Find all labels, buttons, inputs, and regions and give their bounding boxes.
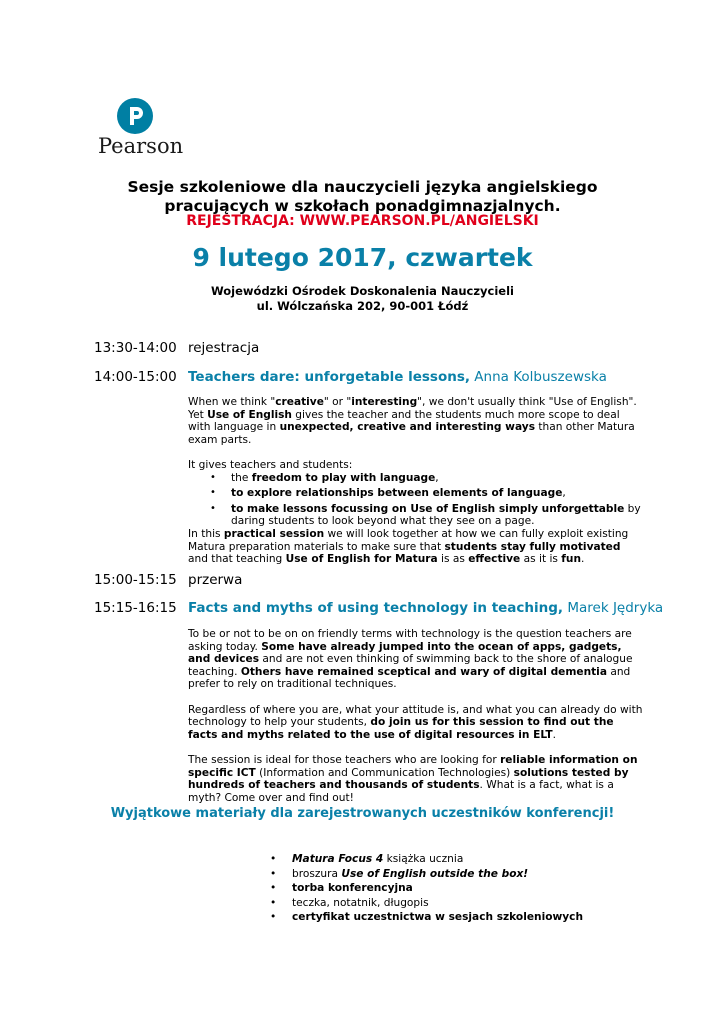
pearson-logo-icon [117, 98, 153, 134]
paragraph: When we think "creative" or "interesting", we don't usually think "Use of English". Yet Use of English gives the teacher and the students much more scope to deal with language in unexpected, creative and interesting ways than other Matura exam parts. [188, 396, 637, 446]
paragraph: Regardless of where you are, what your attitude is, and what you can already do with technology to help your students, do join us for this session to find out the facts and myths related to the use of digital resources in ELT. [188, 703, 643, 741]
pearson-logo [98, 98, 184, 158]
venue-name: Wojewódzki Ośrodek Doskonalenia Nauczycieli [211, 284, 514, 298]
registration-link[interactable]: REJESTRACJA: WWW.PEARSON.PL/ANGIELSKI [186, 213, 539, 229]
paragraph: The session is ideal for those teachers who are looking for reliable information on specific ICT (Information and Communication Technologies) solutions tested by hundreds of teachers and thousands of students. What is a fact, what is a myth? Come over and find out! [188, 753, 638, 804]
list-item: • broszura Use of English outside the box! [270, 867, 529, 880]
list-item: • torba konferencyjna [270, 882, 413, 895]
slot-label: rejestracja [188, 340, 260, 356]
session-title-text: Facts and myths of using technology in teaching, [188, 600, 564, 616]
materials-heading: Wyjątkowe materiały dla zarejestrowanych uczestników konferencji! [110, 806, 615, 821]
session-title [188, 369, 607, 385]
slot-time: 15:15-16:15 [94, 600, 177, 616]
event-date: 9 lutego 2017, czwartek [192, 243, 533, 272]
paragraph: In this practical session we will look together at how we can fully exploit existing Matura preparation materials to make sure that students stay fully motivated and that teaching Use of English for Matura is as effective as it is fun. [188, 527, 629, 566]
list-item: • to make lessons focussing on Use of English simply unforgettable by daring students to look beyond what they see on a page. [210, 502, 641, 528]
list-item: • Matura Focus 4 książka ucznia [270, 853, 464, 865]
list-item: • teczka, notatnik, długopis [270, 896, 429, 909]
page-title-line2: pracujących w szkołach ponadgimnazjalnych. [164, 197, 561, 215]
list-item: • the freedom to play with language, [210, 471, 439, 484]
list-item: • to explore relationships between elements of language, [210, 487, 566, 500]
paragraph: To be or not to be on on friendly terms with technology is the question teachers are asking today. Some have already jumped into the ocean of apps, gadgets, and devices and are not even thinking of swimming back to the shore of analogue teaching. Others have remained sceptical and wary of digital dementia and prefer to rely on traditional techniques. [188, 628, 633, 691]
benefits-list [188, 472, 643, 528]
slot-time: 13:30-14:00 [94, 340, 177, 356]
logo-wordmark: Pearson [98, 134, 184, 158]
paragraph: It gives teachers and students: [188, 458, 353, 471]
list-item: • certyfikat uczestnictwa w sesjach szkoleniowych [270, 911, 583, 924]
session-title-text: Teachers dare: unforgetable lessons, [188, 369, 470, 385]
venue-address: ul. Wólczańska 202, 90-001 Łódź [256, 299, 469, 313]
page-title-line1: Sesje szkoleniowe dla nauczycieli języka angielskiego [127, 178, 598, 196]
session-speaker: Anna Kolbuszewska [474, 369, 607, 385]
slot-label: przerwa [188, 572, 243, 588]
slot-time: 15:00-15:15 [94, 572, 177, 588]
session-title [188, 600, 663, 616]
session-description [188, 396, 643, 578]
session-speaker: Marek Jędryka [567, 600, 664, 616]
session-description [188, 628, 643, 817]
materials-list [270, 852, 583, 925]
slot-time: 14:00-15:00 [94, 369, 177, 385]
